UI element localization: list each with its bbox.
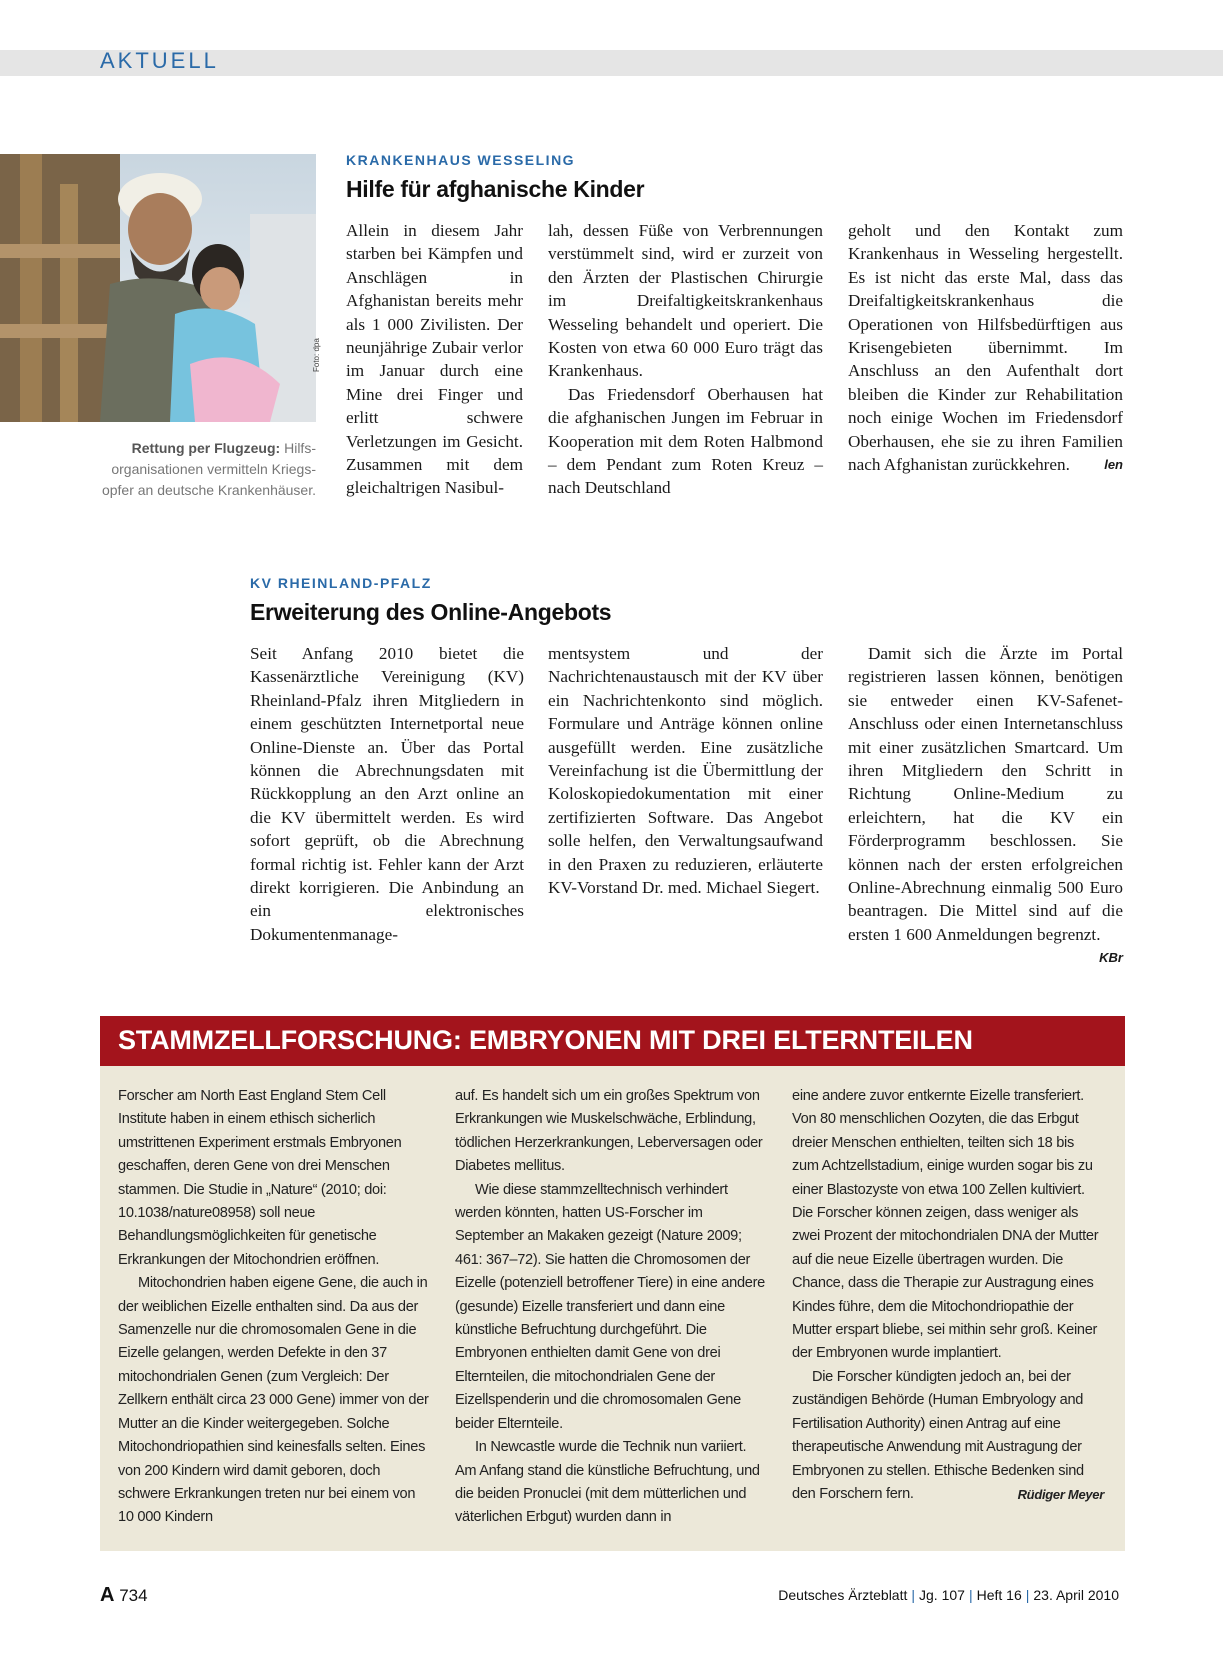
photo-caption [96,438,316,501]
info-box-col2-p3: In Newcastle wurde die Technik nun variiert. Am Anfang stand die künstliche Befruchtung, und die beiden Pronuclei (mit dem mütterlichen und väterlichen Erbgut) wurden dann in [455,1439,760,1526]
info-box-header [100,1016,1125,1066]
info-box-col2-p1: auf. Es handelt sich um ein großes Spektrum von Erkrankungen wie Muskelschwäche, Erblindung, tödlichen Herzerkrankungen, Leberversagen oder Diabetes mellitus. [455,1088,763,1175]
article2-col2 [548,642,823,899]
journal-volume: Jg. 107 [919,1587,965,1603]
info-box-col3-p2: Die Forscher kündigten jedoch an, bei der zuständigen Behörde (Human Embryology and Fertilisation Authority) einen Antrag auf eine therapeutische Anwendung mit Austragung der Embryonen zu stellen. Ethische Bedenken sind den Forschern fern. [792,1368,1084,1502]
page-prefix: A [100,1584,115,1606]
info-box-col1 [118,1085,433,1530]
article1-signature: len [1104,457,1123,473]
info-box-title: STAMMZELLFORSCHUNG: EMBRYONEN MIT DREI ELTERNTEILEN [118,1025,973,1055]
article2-col3-text: Damit sich die Ärzte im Portal registrieren lassen können, benötigen sie entweder einen KV-Safenet-Anschluss oder einen Internetanschluss mit einer zusätzlichen Smartcard. Um ihren Mitgliedern den Schritt in Richtung Online-Medium zu erleichtern, hat die KV ein Förderprogramm beschlossen. Sie können nach der ersten erfolgreichen Online-Abrechnung einmalig 500 Euro beantragen. Die Mittel sind auf die ersten 1 600 Anmeldungen begrenzt. [848,644,1123,944]
article1-kicker: KRANKENHAUS WESSELING [346,152,576,168]
article1-col2-p2: Das Friedensdorf Oberhausen hat die afghanischen Jungen im Februar in Kooperation mit dem Roten Halbmond – dem Pendant zum Roten Kreuz – nach Deutschland [548,384,823,498]
info-box-col3 [792,1085,1104,1506]
info-box-col3-p1: eine andere zuvor entkernte Eizelle transferiert. Von 80 menschlichen Oozyten, die das Erbgut dreier Menschen enthielten, teilten sich 18 bis zum Achtzellstadium, einige wurden sogar bis zu einer Blastozyste von etwa 100 Zellen kultiviert. Die Forscher können zeigen, dass weniger als zwei Prozent der mitochondrialen DNA der Mutter auf die neue Eizelle übertragen wurden. Die Chance, dass die Therapie zur Austragung eines Kindes führe, dem die Mitochondriopathie der Mutter erspart bliebe, sei mithin sehr groß. Keiner der Embryonen wurde implantiert. [792,1088,1099,1362]
info-box-col2-p2: Wie diese stammzelltechnisch verhindert werden könnten, hatten US-Forscher im September an Makaken gezeigt (Nature 2009; 461: 367–72). Sie hatten die Chromosomen der Eizelle (potenziell betroffener Tiere) in eine andere (gesunde) Eizelle transferiert und dann eine künstliche Befruchtung durchgeführt. Die Embryonen enthielten damit Gene von drei Elternteilen, die mitochondrialen Gene der Eizellspenderin und die chromosomalen Gene beider Elternteile. [455,1181,765,1432]
article2-col2-text: mentsystem und der Nachrichtenaustausch mit der KV über ein Nachrichtenkonto sind möglich. Formulare und Anträge können online ausgefüllt werden. Eine zusätzliche Vereinfachung ist die Übermittlung der Koloskopiedokumentation mit einer zertifizierten Software. Das Angebot solle helfen, den Verwaltungsaufwand in den Praxen zu reduzieren, erläuterte KV-Vorstand Dr. med. Michael Siegert. [548,644,823,898]
journal-issue: Heft 16 [976,1587,1022,1603]
page-number-value: 734 [119,1586,148,1605]
article1-col2-p1: lah, dessen Füße von Verbrennungen verstümmelt sind, wird er zurzeit von den Ärzten der Plastischen Chirurgie im Dreifaltigkeitskrankenhaus Wesseling behandelt und operiert. Die Kosten von etwa 60 000 Euro trägt das Krankenhaus. [548,221,823,381]
caption-text: Hilfsorganisationen vermitteln Kriegsopfer an deutsche Krankenhäuser. [101,440,316,498]
journal-date: 23. April 2010 [1033,1587,1119,1603]
article1-col3-text: geholt und den Kontakt zum Krankenhaus in Wesseling hergestellt. Es ist nicht das erste Mal, dass das Dreifaltigkeitskrankenhaus die Operationen von Hilfsbedürftigen aus Krisengebieten übernimmt. Im Anschluss an den Aufenthalt dort bleiben die Kinder zur Rehabilitation noch einige Wochen im Friedensdorf Oberhausen, ehe sie zu ihren Familien nach Afghanistan zurückkehren. [848,221,1123,475]
article2-signature: KBr [1099,950,1123,966]
info-box-col2 [455,1085,770,1530]
article1-col1 [346,219,523,500]
article1-col2 [548,219,823,500]
article-photo [0,154,316,422]
journal-info: Deutsches Ärzteblatt | Jg. 107 | Heft 16 | 23. April 2010 [778,1587,1119,1603]
info-box-signature: Rüdiger Meyer [1017,1486,1104,1502]
article1-headline: Hilfe für afghanische Kinder [346,176,645,202]
article2-col1 [250,642,524,946]
info-box-col1-p1: Forscher am North East England Stem Cell Institute haben in einem ethisch sicherlich umstrittenen Experiment erstmals Embryonen geschaffen, deren Gene von drei Menschen stammen. Die Studie in „Nature“ (2010; doi: 10.1038/nature08958) soll neue Behandlungsmöglichkeiten für genetische Erkrankungen der Mitochondrien eröffnen. [118,1088,402,1268]
journal-name: Deutsches Ärzteblatt [778,1587,908,1603]
article1-col3 [848,219,1123,476]
info-box-col1-p2: Mitochondrien haben eigene Gene, die auch in der weiblichen Eizelle enthalten sind. Da aus der Samenzelle nur die chromosomalen Gene in die Eizelle gelangen, werden Defekte in den 37 mitochondrialen Genen (zum Vergleich: Der Zellkern enthält circa 23 000 Gene) immer von der Mutter an die Kinder weitergegeben. Solche Mitochondriopathien sind keinesfalls selten. Eines von 200 Kindern wird damit geboren, doch schwere Erkrankungen treten nur bei einem von 10 000 Kindern [118,1275,429,1526]
page-number [100,1584,148,1607]
article2-col3 [848,642,1123,970]
article2-headline: Erweiterung des Online-Angebots [250,599,612,625]
info-box [100,1016,1125,1551]
photo-credit: Foto: dpa [312,338,321,372]
article2-kicker: KV RHEINLAND-PFALZ [250,575,432,591]
article2-col1-text: Seit Anfang 2010 bietet die Kassenärztliche Vereinigung (KV) Rheinland-Pfalz ihren Mitgliedern in einem geschützten Internetportal neue Online-Dienste an. Über das Portal können die Abrechnungsdaten mit Rückkopplung an den Arzt online an die KV übermittelt werden. Es wird sofort geprüft, ob die Abrechnung formal richtig ist. Fehler kann der Arzt direkt korrigieren. Die Anbindung an ein elektronisches Dokumentenmanage- [250,644,524,944]
section-label: AKTUELL [100,48,219,73]
article1-col1-text: Allein in diesem Jahr starben bei Kämpfen und Anschlägen in Afghanistan bereits mehr als 1 000 Zivilisten. Der neunjährige Zubair verlor im Januar durch eine Mine drei Finger und erlitt schwere Verletzungen im Gesicht. Zusammen mit dem gleichaltrigen Nasibul- [346,221,523,498]
caption-lead: Rettung per Flugzeug: [131,440,281,456]
